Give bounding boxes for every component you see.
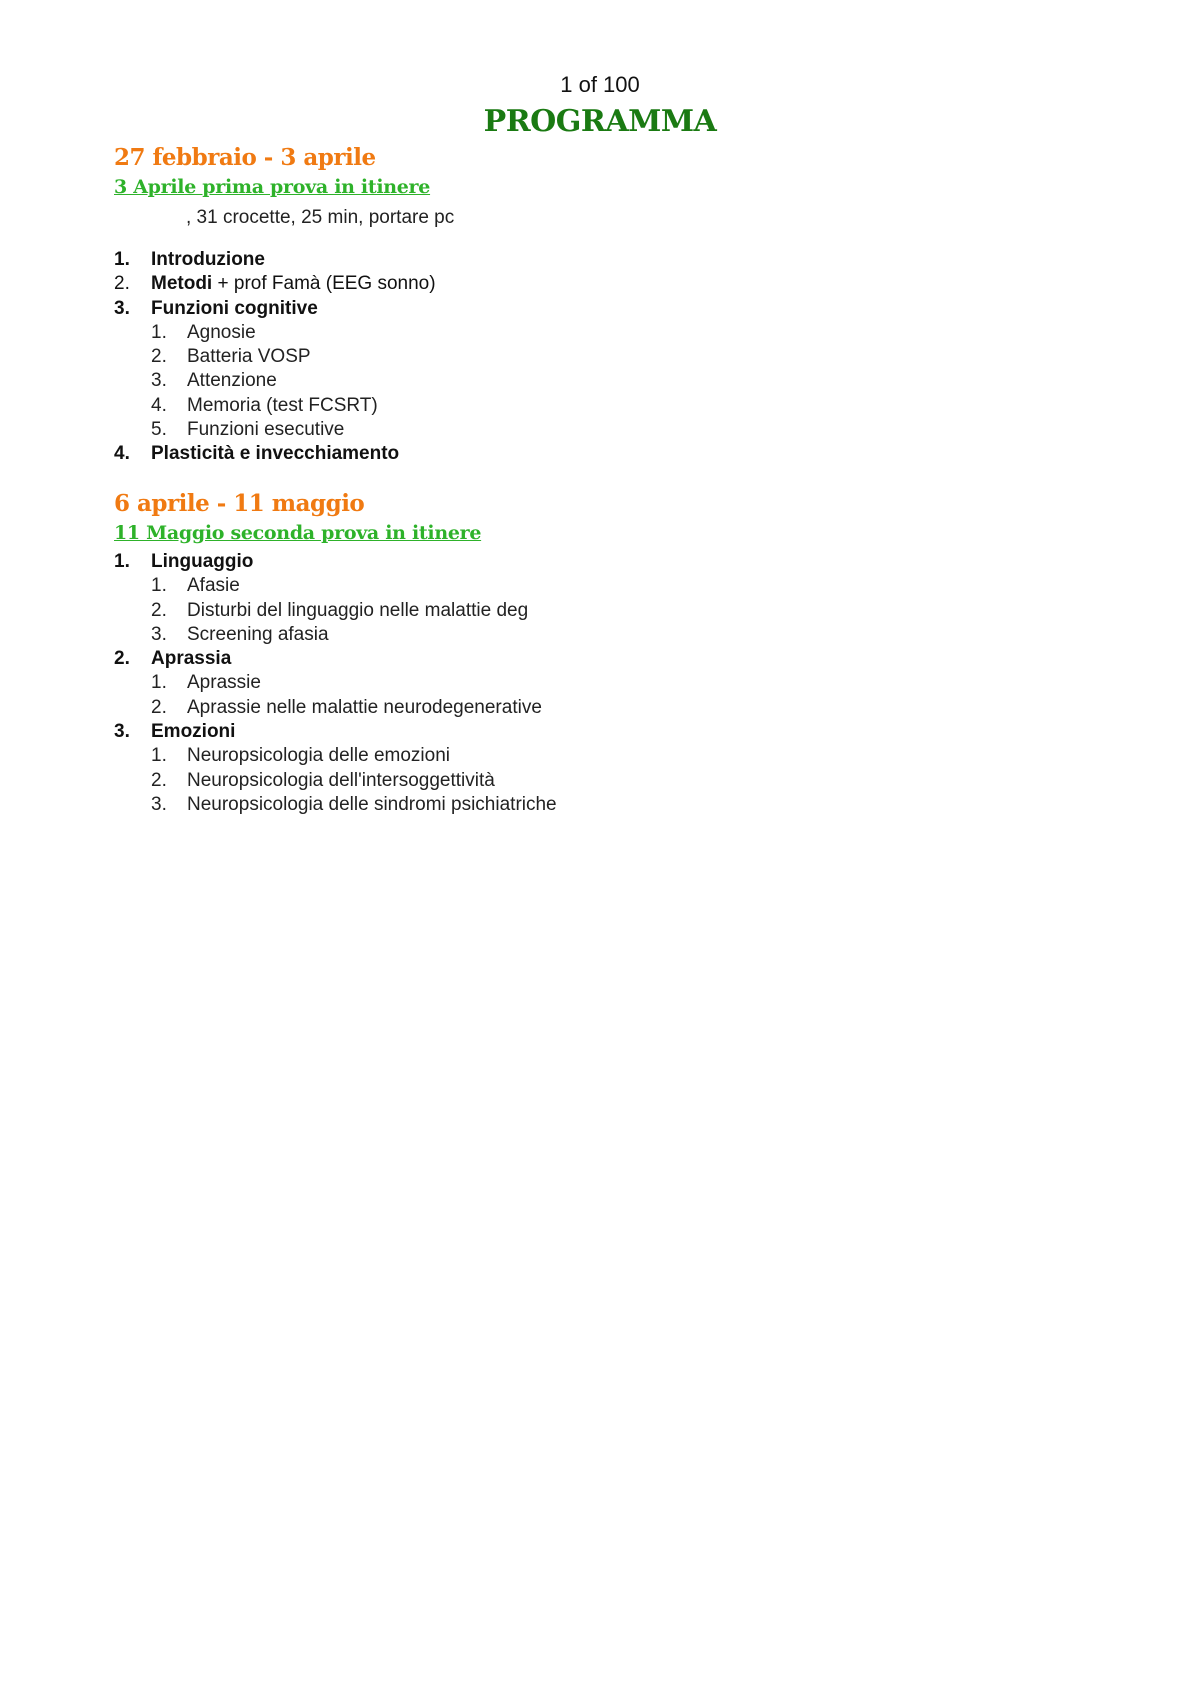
topic-number: 2. (114, 648, 130, 670)
subtopic-item (151, 321, 1014, 345)
subtopic-number: 1. (151, 575, 167, 597)
subtopic-number: 3. (151, 370, 167, 392)
subtopic-number: 2. (151, 696, 167, 718)
subtopic-item (151, 671, 1014, 695)
subtopic-item (151, 793, 1014, 817)
subtopic-item (151, 574, 1014, 598)
subtopic-label: Neuropsicologia delle emozioni (187, 745, 450, 767)
subtopic-list (114, 744, 1014, 817)
subtopic-label: Memoria (test FCSRT) (187, 394, 378, 416)
subtopic-number: 5. (151, 419, 167, 441)
subtopic-label: Batteria VOSP (187, 346, 311, 368)
topic-list (114, 248, 1014, 467)
subtopic-item (151, 345, 1014, 369)
topic-number: 1. (114, 249, 130, 270)
topic-item (114, 297, 1014, 443)
exam-link[interactable]: 3 Aprile prima prova in itinere (114, 176, 431, 198)
subtopic-number: 2. (151, 769, 167, 791)
topic-item (114, 550, 1014, 647)
subtopic-number: 3. (151, 793, 167, 815)
section-heading: 6 aprile - 11 maggio (114, 490, 365, 517)
topic-item (114, 272, 1014, 296)
section-heading: 27 febbraio - 3 aprile (114, 144, 376, 171)
subtopic-number: 2. (151, 346, 167, 368)
topic-number: 3. (114, 721, 130, 743)
subtopic-item (151, 623, 1014, 647)
subtopic-label: Neuropsicologia dell'intersoggettività (187, 769, 495, 791)
subtopic-item (151, 769, 1014, 793)
subtopic-label: Funzioni esecutive (187, 419, 345, 441)
subtopic-label: Agnosie (187, 321, 256, 343)
subtopic-label: Neuropsicologia delle sindromi psichiatriche (187, 793, 557, 815)
topic-label: Aprassia (151, 648, 232, 670)
subtopic-number: 1. (151, 672, 167, 694)
topic-number: 2. (114, 273, 130, 295)
subtopic-label: Screening afasia (187, 623, 329, 645)
topic-label: Metodi (151, 273, 213, 295)
topic-label: Emozioni (151, 721, 236, 743)
subtopic-list (114, 671, 1014, 720)
subtopic-number: 4. (151, 394, 167, 416)
subtopic-label: Aprassie (187, 672, 261, 694)
subtopic-number: 3. (151, 623, 167, 645)
subtopic-item (151, 369, 1014, 393)
topic-item (114, 647, 1014, 720)
topic-item (114, 248, 1014, 272)
topic-label: Plasticità e invecchiamento (151, 443, 400, 465)
topic-number: 3. (114, 297, 130, 319)
page-number: 1 of 100 (560, 72, 640, 97)
subtopic-item (151, 744, 1014, 768)
topic-label: Funzioni cognitive (151, 297, 318, 319)
exam-link[interactable]: 11 Maggio seconda prova in itinere (114, 522, 482, 544)
section-period-1 (114, 142, 1014, 467)
subtopic-label: Attenzione (187, 370, 277, 392)
subtopic-number: 1. (151, 321, 167, 343)
subtopic-label: Aprassie nelle malattie neurodegenerative (187, 696, 542, 718)
subtopic-item (151, 696, 1014, 720)
subtopic-number: 2. (151, 599, 167, 621)
document-title: PROGRAMMA (483, 104, 717, 139)
topic-extra: + prof Famà (EEG sonno) (212, 273, 436, 295)
subtopic-list (114, 321, 1014, 442)
topic-number: 4. (114, 443, 130, 465)
topic-label: Introduzione (151, 249, 265, 270)
exam-note: , 31 crocette, 25 min, portare pc (186, 207, 455, 228)
subtopic-label: Disturbi del linguaggio nelle malattie deg (187, 599, 529, 621)
topic-label: Linguaggio (151, 551, 254, 572)
topic-item (114, 442, 1014, 466)
section-period-2 (114, 488, 1014, 817)
subtopic-label: Afasie (187, 575, 240, 597)
subtopic-item (151, 599, 1014, 623)
subtopic-item (151, 418, 1014, 442)
topic-number: 1. (114, 551, 130, 572)
topic-list (114, 550, 1014, 817)
subtopic-list (114, 574, 1014, 647)
subtopic-number: 1. (151, 745, 167, 767)
subtopic-item (151, 394, 1014, 418)
topic-item (114, 720, 1014, 817)
